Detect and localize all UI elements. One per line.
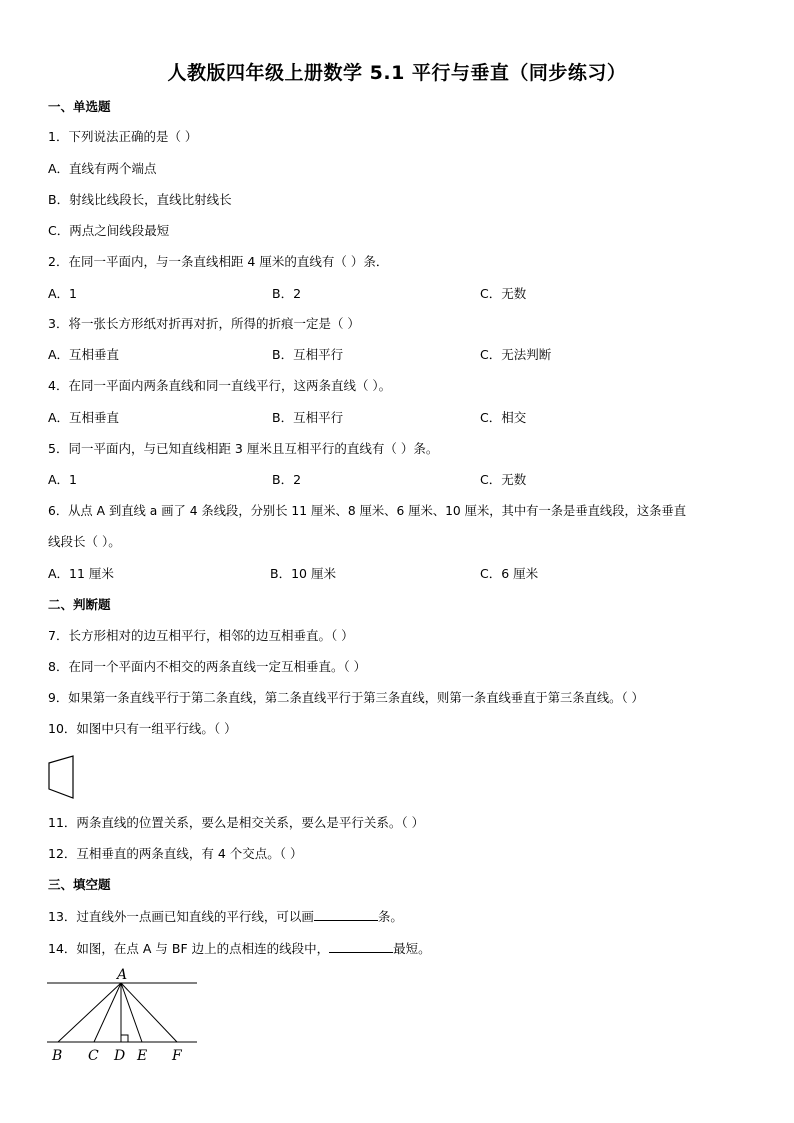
question-13-text-after: 条。 <box>377 909 403 924</box>
label-d: D <box>114 1048 126 1064</box>
question-14-text-after: 最短。 <box>393 941 431 956</box>
question-1-option-a: A．直线有两个端点 <box>48 161 157 176</box>
label-c: C <box>88 1048 99 1064</box>
question-3-option-b: B．互相平行 <box>272 347 344 362</box>
page-title: 人教版四年级上册数学 5.1 平行与垂直（同步练习） <box>167 62 627 84</box>
right-angle-mark <box>121 1035 128 1042</box>
segment-ac <box>94 983 121 1042</box>
question-1-option-c: C．两点之间线段最短 <box>48 223 170 238</box>
question-5-option-a: A．1 <box>48 472 78 487</box>
section-heading-fill-blank: 三、填空题 <box>48 877 111 892</box>
question-4-option-b: B．互相平行 <box>272 410 344 425</box>
question-10: 10．如图中只有一组平行线。（ ） <box>48 721 237 736</box>
question-6-option-b: B．10 厘米 <box>270 566 336 581</box>
question-1-option-b: B．射线比线段长，直线比射线长 <box>48 192 232 207</box>
question-12: 12．互相垂直的两条直线，有 4 个交点。（ ） <box>48 846 303 861</box>
question-3-option-c: C．无法判断 <box>480 347 552 362</box>
label-f: F <box>172 1048 182 1064</box>
question-2-stem: 2．在同一平面内，与一条直线相距 4 厘米的直线有（ ）条． <box>48 254 389 269</box>
segment-af <box>121 983 177 1042</box>
label-e: E <box>137 1048 148 1064</box>
question-6-option-c: C．6 厘米 <box>480 566 539 581</box>
question-2-option-b: B．2 <box>272 286 302 301</box>
question-13 <box>48 908 403 925</box>
question-4-stem: 4．在同一平面内两条直线和同一直线平行，这两条直线（ ）。 <box>48 378 392 393</box>
segments-svg <box>44 966 204 1064</box>
question-2-option-c: C．无数 <box>480 286 527 301</box>
section-heading-true-false: 二、判断题 <box>48 597 111 612</box>
question-6-stem-line-2: 线段长（ ）。 <box>48 534 121 549</box>
question-8: 8．在同一个平面内不相交的两条直线一定互相垂直。（ ） <box>48 659 367 674</box>
trapezoid-svg <box>46 754 82 800</box>
label-a: A <box>117 967 128 983</box>
section-heading-single-choice: 一、单选题 <box>48 99 111 114</box>
question-13-answer-blank[interactable] <box>314 908 378 921</box>
question-14 <box>48 940 431 957</box>
question-5-option-b: B．2 <box>272 472 302 487</box>
question-7: 7．长方形相对的边互相平行，相邻的边互相垂直。（ ） <box>48 628 354 643</box>
question-13-text-before: 13．过直线外一点画已知直线的平行线，可以画 <box>48 909 314 924</box>
question-1-stem: 1．下列说法正确的是（ ） <box>48 129 198 144</box>
label-b: B <box>52 1048 63 1064</box>
question-3-stem: 3．将一张长方形纸对折再对折，所得的折痕一定是（ ） <box>48 316 360 331</box>
trapezoid-shape <box>49 756 73 798</box>
question-6-stem-line-1: 6．从点 A 到直线 a 画了 4 条线段，分别长 11 厘米、8 厘米、6 厘米、10 厘米，其中有一条是垂直线段，这条垂直 <box>48 504 687 518</box>
question-6-option-a: A．11 厘米 <box>48 566 114 581</box>
question-9: 9．如果第一条直线平行于第二条直线，第二条直线平行于第三条直线，则第一条直线垂直于第三条直线。（ ） <box>48 691 644 705</box>
question-14-text-before: 14．如图，在点 A 与 BF 边上的点相连的线段中， <box>48 941 330 956</box>
segment-ae <box>121 983 142 1042</box>
segments-figure <box>44 966 204 1068</box>
question-11: 11．两条直线的位置关系，要么是相交关系，要么是平行关系。（ ） <box>48 815 425 830</box>
trapezoid-figure <box>46 754 82 804</box>
question-2-option-a: A．1 <box>48 286 78 301</box>
question-5-stem: 5．同一平面内，与已知直线相距 3 厘米且互相平行的直线有（ ）条。 <box>48 441 439 456</box>
question-14-answer-blank[interactable] <box>329 940 393 953</box>
question-4-option-c: C．相交 <box>480 410 527 425</box>
segment-ab <box>58 983 121 1042</box>
question-4-option-a: A．互相垂直 <box>48 410 120 425</box>
question-3-option-a: A．互相垂直 <box>48 347 120 362</box>
question-5-option-c: C．无数 <box>480 472 527 487</box>
